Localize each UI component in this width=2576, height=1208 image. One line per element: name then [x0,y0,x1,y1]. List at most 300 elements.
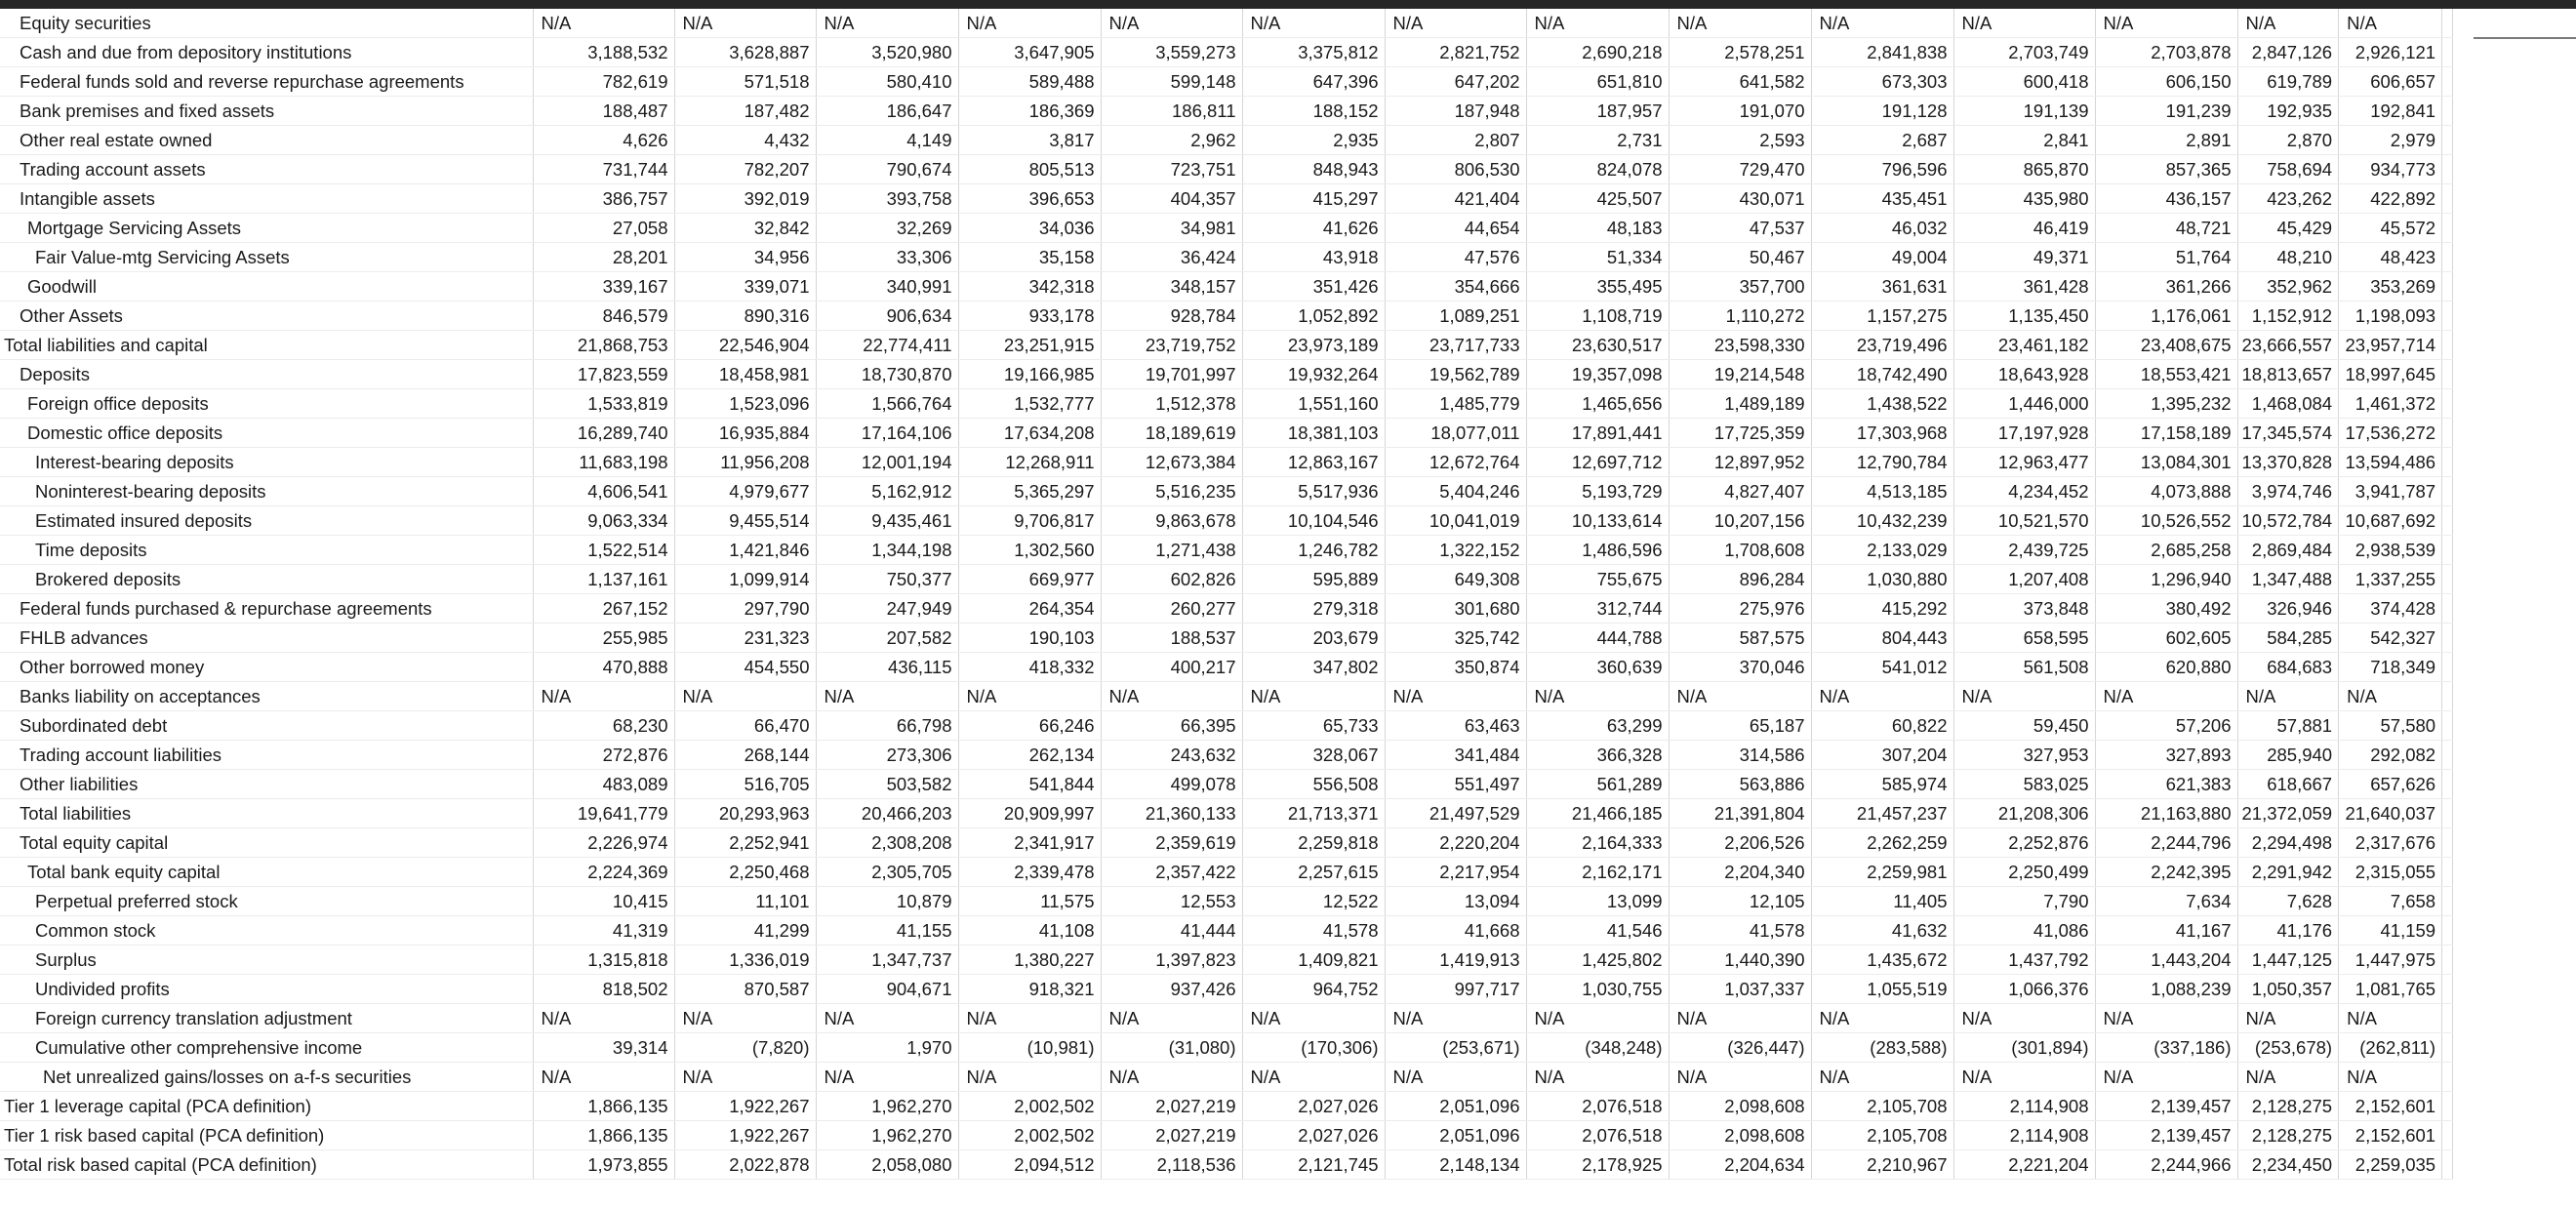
value-cell[interactable]: 380,492 [2095,594,2237,624]
value-cell[interactable]: 13,094 [1385,887,1526,916]
value-cell[interactable]: 2,938,539 [2339,536,2442,565]
value-cell[interactable]: 2,687 [1811,126,1953,155]
row-label-cell[interactable]: Brokered deposits [0,565,533,594]
value-cell[interactable]: 896,284 [1669,565,1811,594]
value-cell[interactable]: 1,532,777 [958,389,1101,419]
value-cell[interactable]: 599,148 [1101,67,1242,97]
value-cell[interactable]: 541,844 [958,770,1101,799]
value-cell[interactable]: 340,991 [816,272,958,302]
row-label-cell[interactable]: Other borrowed money [0,653,533,682]
value-cell[interactable]: 66,798 [816,711,958,741]
row-label-cell[interactable]: Bank premises and fixed assets [0,97,533,126]
value-cell[interactable]: 260,277 [1101,594,1242,624]
value-cell[interactable]: 186,369 [958,97,1101,126]
value-cell[interactable]: (262,811) [2339,1033,2442,1063]
value-cell[interactable]: 292,082 [2339,741,2442,770]
value-cell[interactable]: 1,050,357 [2237,975,2339,1004]
value-cell[interactable]: 454,550 [674,653,816,682]
value-cell[interactable]: 2,317,676 [2339,828,2442,858]
row-label-cell[interactable]: Mortgage Servicing Assets [0,214,533,243]
value-cell[interactable]: 12,897,952 [1669,448,1811,477]
value-cell[interactable]: 600,418 [1953,67,2095,97]
value-cell[interactable]: N/A [1811,1004,1953,1033]
value-cell[interactable]: N/A [1953,9,2095,38]
value-cell[interactable]: 1,551,160 [1242,389,1385,419]
value-cell[interactable]: 5,404,246 [1385,477,1526,506]
value-cell[interactable]: 18,381,103 [1242,419,1385,448]
value-cell[interactable]: 247,949 [816,594,958,624]
value-cell[interactable]: 1,055,519 [1811,975,1953,1004]
value-cell[interactable]: 12,790,784 [1811,448,1953,477]
value-cell[interactable]: 12,672,764 [1385,448,1526,477]
row-label-cell[interactable]: Other Assets [0,302,533,331]
value-cell[interactable]: 718,349 [2339,653,2442,682]
empty-cell[interactable] [2442,477,2453,506]
value-cell[interactable]: 415,292 [1811,594,1953,624]
value-cell[interactable]: 1,866,135 [533,1121,674,1150]
value-cell[interactable]: 585,974 [1811,770,1953,799]
value-cell[interactable]: 51,764 [2095,243,2237,272]
value-cell[interactable]: 21,457,237 [1811,799,1953,828]
value-cell[interactable]: 10,207,156 [1669,506,1811,536]
value-cell[interactable]: 17,197,928 [1953,419,2095,448]
value-cell[interactable]: 28,201 [533,243,674,272]
value-cell[interactable]: 5,517,936 [1242,477,1385,506]
value-cell[interactable]: N/A [1811,1063,1953,1092]
value-cell[interactable]: 2,027,219 [1101,1092,1242,1121]
value-cell[interactable]: 10,133,614 [1526,506,1669,536]
value-cell[interactable]: N/A [958,1063,1101,1092]
row-label-cell[interactable]: Federal funds sold and reverse repurchase agreements [0,67,533,97]
value-cell[interactable]: 339,071 [674,272,816,302]
value-cell[interactable]: 41,632 [1811,916,1953,946]
value-cell[interactable]: 5,162,912 [816,477,958,506]
value-cell[interactable]: 619,789 [2237,67,2339,97]
value-cell[interactable]: 516,705 [674,770,816,799]
value-cell[interactable]: 48,721 [2095,214,2237,243]
value-cell[interactable]: 11,405 [1811,887,1953,916]
value-cell[interactable]: 32,842 [674,214,816,243]
value-cell[interactable]: 23,598,330 [1669,331,1811,360]
value-cell[interactable]: 606,657 [2339,67,2442,97]
value-cell[interactable]: 18,997,645 [2339,360,2442,389]
value-cell[interactable]: 2,262,259 [1811,828,1953,858]
value-cell[interactable]: 2,257,615 [1242,858,1385,887]
empty-cell[interactable] [2442,38,2453,67]
value-cell[interactable]: 396,653 [958,184,1101,214]
row-label-cell[interactable]: Equity securities [0,9,533,38]
empty-cell[interactable] [2442,1063,2453,1092]
value-cell[interactable]: 418,332 [958,653,1101,682]
value-cell[interactable]: 804,443 [1811,624,1953,653]
value-cell[interactable]: 51,334 [1526,243,1669,272]
value-cell[interactable]: 400,217 [1101,653,1242,682]
value-cell[interactable]: 18,458,981 [674,360,816,389]
empty-cell[interactable] [2442,741,2453,770]
value-cell[interactable]: 47,576 [1385,243,1526,272]
value-cell[interactable]: 1,437,792 [1953,946,2095,975]
value-cell[interactable]: 352,962 [2237,272,2339,302]
value-cell[interactable]: (283,588) [1811,1033,1953,1063]
value-cell[interactable]: 63,463 [1385,711,1526,741]
value-cell[interactable]: 1,347,488 [2237,565,2339,594]
value-cell[interactable]: 673,303 [1811,67,1953,97]
value-cell[interactable]: 2,224,369 [533,858,674,887]
value-cell[interactable]: 361,428 [1953,272,2095,302]
value-cell[interactable]: 2,002,502 [958,1121,1101,1150]
value-cell[interactable]: 2,731 [1526,126,1669,155]
value-cell[interactable]: 350,874 [1385,653,1526,682]
value-cell[interactable]: (253,678) [2237,1033,2339,1063]
value-cell[interactable]: N/A [1526,682,1669,711]
value-cell[interactable]: 2,979 [2339,126,2442,155]
value-cell[interactable]: 1,108,719 [1526,302,1669,331]
value-cell[interactable]: N/A [816,682,958,711]
value-cell[interactable]: 188,487 [533,97,674,126]
value-cell[interactable]: 34,956 [674,243,816,272]
value-cell[interactable]: 207,582 [816,624,958,653]
empty-cell[interactable] [2442,1033,2453,1063]
value-cell[interactable]: N/A [1526,1004,1669,1033]
value-cell[interactable]: 19,562,789 [1385,360,1526,389]
value-cell[interactable]: 964,752 [1242,975,1385,1004]
value-cell[interactable]: 583,025 [1953,770,2095,799]
value-cell[interactable]: 361,266 [2095,272,2237,302]
value-cell[interactable]: 2,291,942 [2237,858,2339,887]
value-cell[interactable]: N/A [1101,9,1242,38]
value-cell[interactable]: 2,962 [1101,126,1242,155]
value-cell[interactable]: 890,316 [674,302,816,331]
value-cell[interactable]: 22,774,411 [816,331,958,360]
empty-cell[interactable] [2442,770,2453,799]
value-cell[interactable]: 11,683,198 [533,448,674,477]
value-cell[interactable]: 10,041,019 [1385,506,1526,536]
value-cell[interactable]: 2,098,608 [1669,1121,1811,1150]
empty-cell[interactable] [2442,9,2453,38]
value-cell[interactable]: 23,719,752 [1101,331,1242,360]
value-cell[interactable]: 191,070 [1669,97,1811,126]
value-cell[interactable]: 2,094,512 [958,1150,1101,1180]
value-cell[interactable]: N/A [533,682,674,711]
value-cell[interactable]: 796,596 [1811,155,1953,184]
value-cell[interactable]: 21,640,037 [2339,799,2442,828]
value-cell[interactable]: 2,841 [1953,126,2095,155]
value-cell[interactable]: 3,520,980 [816,38,958,67]
value-cell[interactable]: 2,210,967 [1811,1150,1953,1180]
value-cell[interactable]: 2,234,450 [2237,1150,2339,1180]
value-cell[interactable]: 1,962,270 [816,1121,958,1150]
value-cell[interactable]: 328,067 [1242,741,1385,770]
value-cell[interactable]: 17,158,189 [2095,419,2237,448]
value-cell[interactable]: 1,440,390 [1669,946,1811,975]
value-cell[interactable]: N/A [958,682,1101,711]
empty-cell[interactable] [2442,67,2453,97]
value-cell[interactable]: 1,523,096 [674,389,816,419]
value-cell[interactable]: 48,423 [2339,243,2442,272]
value-cell[interactable]: 19,932,264 [1242,360,1385,389]
value-cell[interactable]: 187,948 [1385,97,1526,126]
value-cell[interactable]: 2,118,536 [1101,1150,1242,1180]
value-cell[interactable]: 658,595 [1953,624,2095,653]
value-cell[interactable]: 1,395,232 [2095,389,2237,419]
value-cell[interactable]: 47,537 [1669,214,1811,243]
row-label-cell[interactable]: Cash and due from depository institutions [0,38,533,67]
value-cell[interactable]: 1,489,189 [1669,389,1811,419]
value-cell[interactable]: 20,466,203 [816,799,958,828]
value-cell[interactable]: 2,152,601 [2339,1092,2442,1121]
value-cell[interactable]: 1,486,596 [1526,536,1669,565]
value-cell[interactable]: 20,293,963 [674,799,816,828]
value-cell[interactable]: 818,502 [533,975,674,1004]
value-cell[interactable]: 10,415 [533,887,674,916]
value-cell[interactable]: 17,536,272 [2339,419,2442,448]
value-cell[interactable]: 370,046 [1669,653,1811,682]
value-cell[interactable]: 997,717 [1385,975,1526,1004]
row-label-cell[interactable]: Time deposits [0,536,533,565]
value-cell[interactable]: 750,377 [816,565,958,594]
value-cell[interactable]: 2,098,608 [1669,1092,1811,1121]
row-label-cell[interactable]: Other real estate owned [0,126,533,155]
row-label-cell[interactable]: Fair Value-mtg Servicing Assets [0,243,533,272]
value-cell[interactable]: 1,337,255 [2339,565,2442,594]
value-cell[interactable]: 2,341,917 [958,828,1101,858]
value-cell[interactable]: 23,408,675 [2095,331,2237,360]
value-cell[interactable]: 542,327 [2339,624,2442,653]
empty-cell[interactable] [2442,711,2453,741]
value-cell[interactable]: 19,214,548 [1669,360,1811,389]
value-cell[interactable]: 186,811 [1101,97,1242,126]
value-cell[interactable]: N/A [958,1004,1101,1033]
value-cell[interactable]: 44,654 [1385,214,1526,243]
value-cell[interactable]: 301,680 [1385,594,1526,624]
value-cell[interactable]: 2,027,026 [1242,1121,1385,1150]
value-cell[interactable]: 393,758 [816,184,958,214]
row-label-cell[interactable]: Banks liability on acceptances [0,682,533,711]
value-cell[interactable]: 186,647 [816,97,958,126]
value-cell[interactable]: 12,863,167 [1242,448,1385,477]
value-cell[interactable]: 561,508 [1953,653,2095,682]
value-cell[interactable]: 392,019 [674,184,816,214]
value-cell[interactable]: 2,891 [2095,126,2237,155]
value-cell[interactable]: 865,870 [1953,155,2095,184]
value-cell[interactable]: 2,027,026 [1242,1092,1385,1121]
value-cell[interactable]: 23,251,915 [958,331,1101,360]
value-cell[interactable]: 1,336,019 [674,946,816,975]
value-cell[interactable]: 1,970 [816,1033,958,1063]
value-cell[interactable]: 46,419 [1953,214,2095,243]
value-cell[interactable]: 20,909,997 [958,799,1101,828]
value-cell[interactable]: 34,036 [958,214,1101,243]
value-cell[interactable]: 2,807 [1385,126,1526,155]
value-cell[interactable]: 571,518 [674,67,816,97]
value-cell[interactable]: 755,675 [1526,565,1669,594]
value-cell[interactable]: 41,444 [1101,916,1242,946]
value-cell[interactable]: 1,030,880 [1811,565,1953,594]
value-cell[interactable]: 2,685,258 [2095,536,2237,565]
value-cell[interactable]: 587,575 [1669,624,1811,653]
value-cell[interactable]: 18,742,490 [1811,360,1953,389]
value-cell[interactable]: N/A [1242,1063,1385,1092]
value-cell[interactable]: 16,935,884 [674,419,816,448]
value-cell[interactable]: 374,428 [2339,594,2442,624]
value-cell[interactable]: 65,733 [1242,711,1385,741]
value-cell[interactable]: 620,880 [2095,653,2237,682]
value-cell[interactable]: 1,409,821 [1242,946,1385,975]
value-cell[interactable]: 3,974,746 [2237,477,2339,506]
value-cell[interactable]: 312,744 [1526,594,1669,624]
value-cell[interactable]: 41,159 [2339,916,2442,946]
value-cell[interactable]: (170,306) [1242,1033,1385,1063]
value-cell[interactable]: 12,105 [1669,887,1811,916]
value-cell[interactable]: 3,628,887 [674,38,816,67]
value-cell[interactable]: 2,578,251 [1669,38,1811,67]
row-label-cell[interactable]: Interest-bearing deposits [0,448,533,477]
value-cell[interactable]: 2,869,484 [2237,536,2339,565]
value-cell[interactable]: 9,455,514 [674,506,816,536]
value-cell[interactable]: 18,553,421 [2095,360,2237,389]
value-cell[interactable]: 188,152 [1242,97,1385,126]
value-cell[interactable]: 1,089,251 [1385,302,1526,331]
empty-cell[interactable] [2442,272,2453,302]
value-cell[interactable]: 2,206,526 [1669,828,1811,858]
row-label-cell[interactable]: Total bank equity capital [0,858,533,887]
value-cell[interactable]: 436,115 [816,653,958,682]
value-cell[interactable]: 2,002,502 [958,1092,1101,1121]
row-label-cell[interactable]: Net unrealized gains/losses on a-f-s securities [0,1063,533,1092]
value-cell[interactable]: 551,497 [1385,770,1526,799]
value-cell[interactable]: N/A [2095,1063,2237,1092]
value-cell[interactable]: 23,461,182 [1953,331,2095,360]
value-cell[interactable]: 23,666,557 [2237,331,2339,360]
value-cell[interactable]: 5,365,297 [958,477,1101,506]
value-cell[interactable]: 360,639 [1526,653,1669,682]
value-cell[interactable]: 17,164,106 [816,419,958,448]
value-cell[interactable]: 41,086 [1953,916,2095,946]
row-label-cell[interactable]: Total risk based capital (PCA definition) [0,1150,533,1180]
value-cell[interactable]: 2,244,966 [2095,1150,2237,1180]
value-cell[interactable]: 9,706,817 [958,506,1101,536]
value-cell[interactable]: 1,030,755 [1526,975,1669,1004]
value-cell[interactable]: 435,451 [1811,184,1953,214]
value-cell[interactable]: 326,946 [2237,594,2339,624]
value-cell[interactable]: 13,084,301 [2095,448,2237,477]
value-cell[interactable]: 647,202 [1385,67,1526,97]
value-cell[interactable]: 435,980 [1953,184,2095,214]
value-cell[interactable]: 272,876 [533,741,674,770]
value-cell[interactable]: 191,128 [1811,97,1953,126]
value-cell[interactable]: 606,150 [2095,67,2237,97]
value-cell[interactable]: 2,027,219 [1101,1121,1242,1150]
value-cell[interactable]: 1,447,975 [2339,946,2442,975]
value-cell[interactable]: 2,058,080 [816,1150,958,1180]
value-cell[interactable]: 2,305,705 [816,858,958,887]
row-label-cell[interactable]: Undivided profits [0,975,533,1004]
empty-cell[interactable] [2442,1121,2453,1150]
value-cell[interactable]: 7,634 [2095,887,2237,916]
value-cell[interactable]: 1,157,275 [1811,302,1953,331]
value-cell[interactable]: 45,429 [2237,214,2339,243]
value-cell[interactable]: 1,435,672 [1811,946,1953,975]
value-cell[interactable]: N/A [2339,682,2442,711]
value-cell[interactable]: 2,593 [1669,126,1811,155]
empty-cell[interactable] [2442,506,2453,536]
value-cell[interactable]: 21,391,804 [1669,799,1811,828]
value-cell[interactable]: N/A [816,1004,958,1033]
value-cell[interactable]: 57,580 [2339,711,2442,741]
value-cell[interactable]: 723,751 [1101,155,1242,184]
value-cell[interactable]: 191,139 [1953,97,2095,126]
value-cell[interactable]: N/A [2339,1063,2442,1092]
value-cell[interactable]: 2,051,096 [1385,1092,1526,1121]
value-cell[interactable]: 13,594,486 [2339,448,2442,477]
value-cell[interactable]: N/A [1101,1063,1242,1092]
empty-cell[interactable] [2442,653,2453,682]
value-cell[interactable]: 1,207,408 [1953,565,2095,594]
row-label-cell[interactable]: Surplus [0,946,533,975]
value-cell[interactable]: 2,133,029 [1811,536,1953,565]
value-cell[interactable]: 2,051,096 [1385,1121,1526,1150]
value-cell[interactable]: 1,176,061 [2095,302,2237,331]
value-cell[interactable]: N/A [2339,9,2442,38]
value-cell[interactable]: 48,183 [1526,214,1669,243]
row-label-cell[interactable]: Tier 1 leverage capital (PCA definition) [0,1092,533,1121]
value-cell[interactable]: 928,784 [1101,302,1242,331]
value-cell[interactable]: 1,198,093 [2339,302,2442,331]
value-cell[interactable]: 4,626 [533,126,674,155]
value-cell[interactable]: 68,230 [533,711,674,741]
value-cell[interactable]: 589,488 [958,67,1101,97]
value-cell[interactable]: 327,953 [1953,741,2095,770]
value-cell[interactable]: 2,105,708 [1811,1121,1953,1150]
value-cell[interactable]: 2,221,204 [1953,1150,2095,1180]
value-cell[interactable]: 2,259,035 [2339,1150,2442,1180]
row-label-cell[interactable]: Trading account assets [0,155,533,184]
row-label-cell[interactable]: Subordinated debt [0,711,533,741]
value-cell[interactable]: 48,210 [2237,243,2339,272]
value-cell[interactable]: N/A [1385,1063,1526,1092]
value-cell[interactable]: 2,139,457 [2095,1121,2237,1150]
value-cell[interactable]: 41,319 [533,916,674,946]
value-cell[interactable]: 806,530 [1385,155,1526,184]
value-cell[interactable]: 231,323 [674,624,816,653]
value-cell[interactable]: 32,269 [816,214,958,243]
value-cell[interactable]: 2,244,796 [2095,828,2237,858]
value-cell[interactable]: 1,468,084 [2237,389,2339,419]
value-cell[interactable]: 12,963,477 [1953,448,2095,477]
value-cell[interactable]: 3,647,905 [958,38,1101,67]
value-cell[interactable]: 647,396 [1242,67,1385,97]
row-label-cell[interactable]: Estimated insured deposits [0,506,533,536]
value-cell[interactable]: 21,497,529 [1385,799,1526,828]
row-label-cell[interactable]: Goodwill [0,272,533,302]
value-cell[interactable]: 353,269 [2339,272,2442,302]
value-cell[interactable]: 2,252,941 [674,828,816,858]
value-cell[interactable]: 36,424 [1101,243,1242,272]
row-label-cell[interactable]: Foreign office deposits [0,389,533,419]
value-cell[interactable]: 11,956,208 [674,448,816,477]
value-cell[interactable]: 10,432,239 [1811,506,1953,536]
empty-cell[interactable] [2442,214,2453,243]
value-cell[interactable]: 2,847,126 [2237,38,2339,67]
value-cell[interactable]: 279,318 [1242,594,1385,624]
value-cell[interactable]: 268,144 [674,741,816,770]
value-cell[interactable]: 2,357,422 [1101,858,1242,887]
empty-cell[interactable] [2442,419,2453,448]
value-cell[interactable]: 649,308 [1385,565,1526,594]
row-label-cell[interactable]: Common stock [0,916,533,946]
value-cell[interactable]: 188,537 [1101,624,1242,653]
value-cell[interactable]: 937,426 [1101,975,1242,1004]
